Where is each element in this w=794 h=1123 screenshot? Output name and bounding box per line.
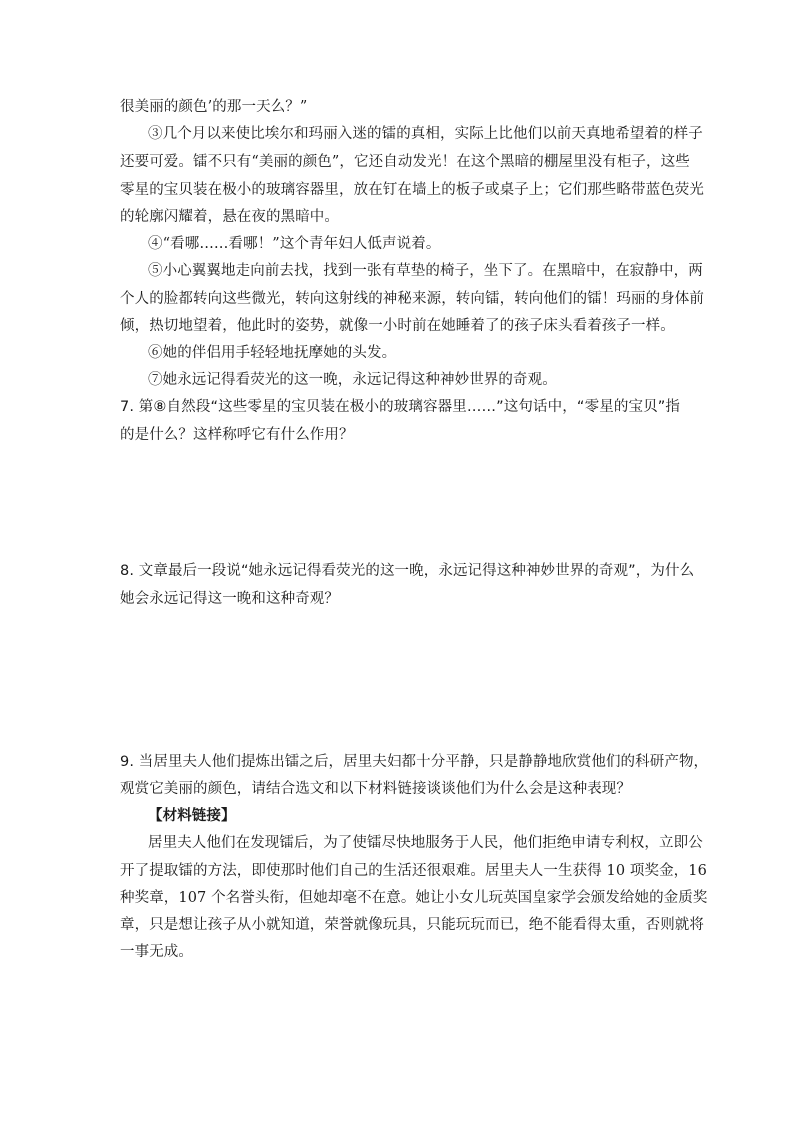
passage-line: 倾，热切地望着，他此时的姿势，就像一小时前在她睡着了的孩子床头看着孩子一样。: [120, 318, 675, 334]
passage-line: 的轮廓闪耀着，悬在夜的黑暗中。: [120, 209, 339, 225]
passage-line: 还要可爱。镭不只有“美丽的颜色”，它还自动发光！在这个黑暗的棚屋里没有柜子，这些: [120, 154, 690, 170]
question-8-cont: 她会永远记得这一晚和这种奇观？: [120, 591, 339, 607]
passage-line: ④“看哪……看哪！”这个青年妇人低声说着。: [148, 236, 441, 252]
passage-line: ⑦她永远记得看荧光的这一晚，永远记得这种神妙世界的奇观。: [148, 372, 557, 388]
passage-line: ⑥她的伴侣用手轻轻地抚摩她的头发。: [148, 345, 397, 361]
passage-line: ⑤小心翼翼地走向前去找，找到一张有草垫的椅子，坐下了。在黑暗中，在寂静中，两: [148, 263, 703, 279]
question-8: 8. 文章最后一段说“她永远记得看荧光的这一晚，永远记得这种神妙世界的奇观”，为什么: [120, 563, 695, 579]
question-9: 9. 当居里夫人他们提炼出镭之后，居里夫妇都十分平静，只是静静地欣赏他们的科研产物，: [120, 754, 709, 770]
question-7: 7. 第⑧自然段“这些零星的宝贝装在极小的玻璃容器里……”这句话中，“零星的宝贝”指: [120, 399, 680, 415]
material-line: 种奖章，107 个名誉头衔，但她却毫不在意。她让小女儿玩英国皇家学会颁发给她的金质奖: [120, 890, 708, 906]
passage-line: 很美丽的颜色’的那一天么？”: [120, 99, 308, 115]
passage-line: ③几个月以来使比埃尔和玛丽入迷的镭的真相，实际上比他们以前天真地希望着的样子: [148, 126, 703, 142]
passage-line: 零星的宝贝装在极小的玻璃容器里，放在钉在墙上的板子或桌子上；它们那些略带蓝色荧光: [120, 182, 704, 198]
passage-line: 个人的脸都转向这些微光，转向这射线的神秘来源，转向镭，转向他们的镭！玛丽的身体前: [120, 291, 704, 307]
material-line: 居里夫人他们在发现镭后，为了使镭尽快地服务于人民，他们拒绝申请专利权，立即公: [148, 835, 703, 851]
material-line: 一事无成。: [120, 944, 193, 960]
material-line: 开了提取镭的方法，即使那时他们自己的生活还很艰难。居里夫人一生获得 10 项奖金，16: [120, 863, 707, 879]
question-7-cont: 的是什么？这样称呼它有什么作用？: [120, 427, 354, 443]
material-heading: 【材料链接】: [148, 808, 236, 824]
material-line: 章，只是想让孩子从小就知道，荣誉就像玩具，只能玩玩而已，绝不能看得太重，否则就将: [120, 917, 704, 933]
question-9-cont: 观赏它美丽的颜色，请结合选文和以下材料链接谈谈他们为什么会是这种表现？: [120, 781, 631, 797]
